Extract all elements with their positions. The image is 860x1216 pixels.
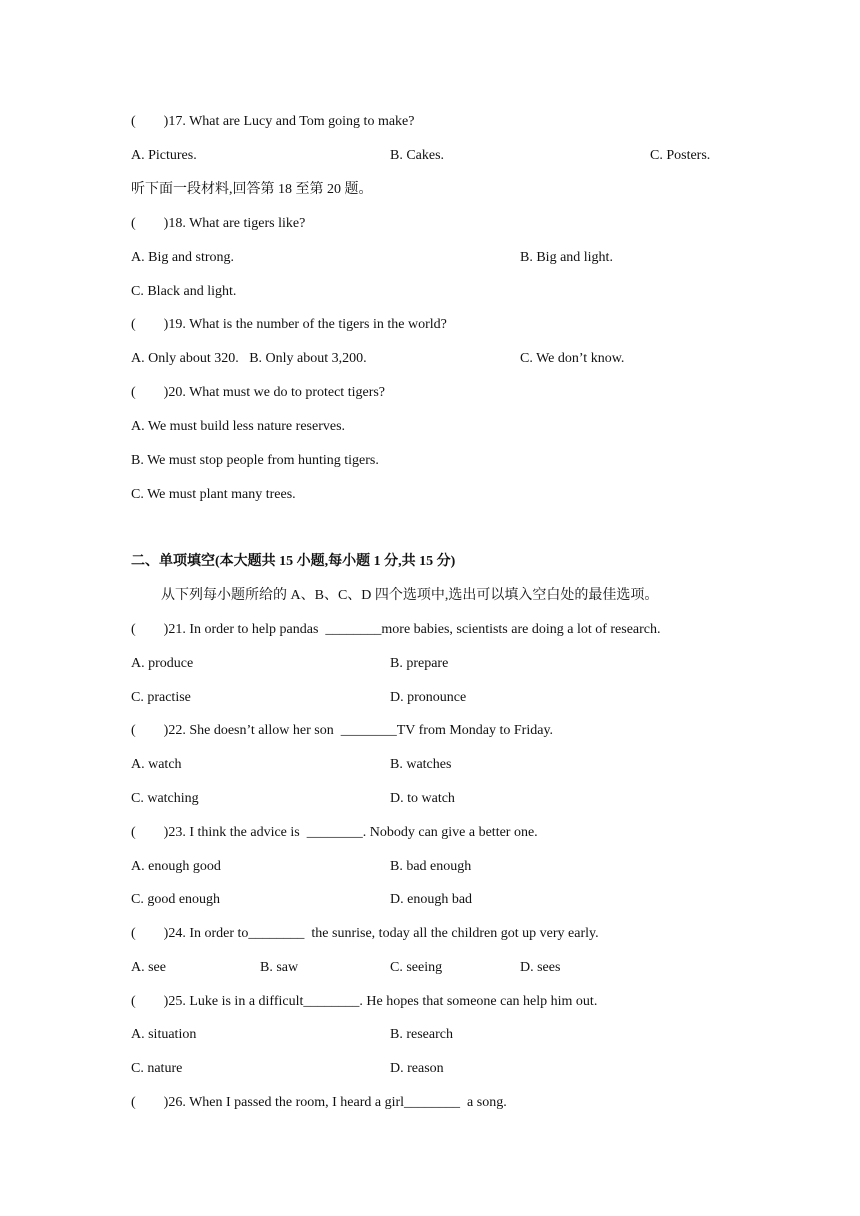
- q22-option-a: A. watch: [131, 757, 182, 772]
- section-instruction: 从下列每小题所给的 A、B、C、D 四个选项中,选出可以填入空白处的最佳选项。: [161, 588, 659, 603]
- q24-option-b: B. saw: [260, 960, 299, 975]
- question-26-stem: ( )26. When I passed the room, I heard a girl________ a song.: [131, 1095, 507, 1110]
- question-18-stem: ( )18. What are tigers like?: [131, 216, 306, 231]
- q23-option-b: B. bad enough: [390, 859, 472, 874]
- q20-option-a: A. We must build less nature reserves.: [131, 419, 346, 434]
- q18-option-a: A. Big and strong.: [131, 250, 235, 265]
- q22-option-b: B. watches: [390, 757, 452, 772]
- q23-option-d: D. enough bad: [390, 892, 473, 907]
- q17-option-a: A. Pictures.: [131, 148, 197, 163]
- listening-instruction: 听下面一段材料,回答第 18 至第 20 题。: [131, 182, 373, 197]
- question-19-stem: ( )19. What is the number of the tigers in the world?: [131, 317, 447, 332]
- question-24-stem: ( )24. In order to________ the sunrise, today all the children got up very early.: [131, 926, 599, 941]
- q22-option-d: D. to watch: [390, 791, 455, 806]
- q17-option-c: C. Posters.: [650, 148, 711, 163]
- q24-option-c: C. seeing: [390, 960, 443, 975]
- q19-option-ab: A. Only about 320. B. Only about 3,200.: [131, 351, 367, 366]
- q23-option-a: A. enough good: [131, 859, 221, 874]
- section-heading: 二、单项填空(本大题共 15 小题,每小题 1 分,共 15 分): [131, 554, 456, 569]
- q20-option-c: C. We must plant many trees.: [131, 487, 296, 502]
- question-25-stem: ( )25. Luke is in a difficult________. He hopes that someone can help him out.: [131, 994, 598, 1009]
- q21-option-c: C. practise: [131, 690, 191, 705]
- q18-option-b: B. Big and light.: [520, 250, 613, 265]
- q19-option-c: C. We don’t know.: [520, 351, 625, 366]
- question-20-stem: ( )20. What must we do to protect tigers?: [131, 385, 386, 400]
- q25-option-a: A. situation: [131, 1027, 197, 1042]
- question-21-stem: ( )21. In order to help pandas ________more babies, scientists are doing a lot of research.: [131, 622, 661, 637]
- q20-option-b: B. We must stop people from hunting tigers.: [131, 453, 379, 468]
- q25-option-b: B. research: [390, 1027, 453, 1042]
- question-17-stem: ( )17. What are Lucy and Tom going to make?: [131, 114, 415, 129]
- q24-option-a: A. see: [131, 960, 166, 975]
- q25-option-c: C. nature: [131, 1061, 183, 1076]
- q17-option-b: B. Cakes.: [390, 148, 445, 163]
- q21-option-b: B. prepare: [390, 656, 449, 671]
- q18-option-c: C. Black and light.: [131, 284, 237, 299]
- q23-option-c: C. good enough: [131, 892, 221, 907]
- question-22-stem: ( )22. She doesn’t allow her son ________TV from Monday to Friday.: [131, 723, 554, 738]
- q21-option-a: A. produce: [131, 656, 194, 671]
- q25-option-d: D. reason: [390, 1061, 444, 1076]
- question-23-stem: ( )23. I think the advice is ________. Nobody can give a better one.: [131, 825, 538, 840]
- q24-option-d: D. sees: [520, 960, 561, 975]
- q21-option-d: D. pronounce: [390, 690, 467, 705]
- q22-option-c: C. watching: [131, 791, 199, 806]
